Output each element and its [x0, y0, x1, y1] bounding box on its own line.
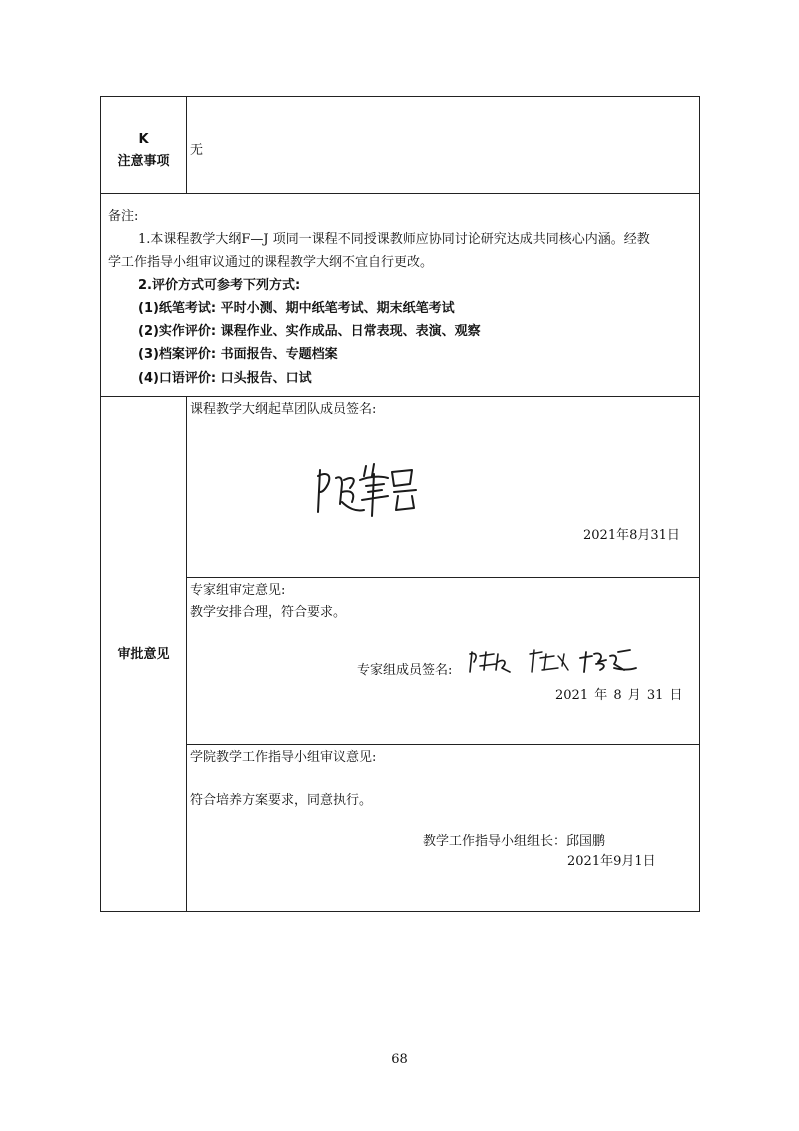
remarks-line1a: 1.本课程教学大纲F—J 项同一课程不同授课教师应协同讨论研究达成共同核心内涵。经教 — [138, 232, 650, 247]
remarks-line2: 2.评价方式可参考下列方式: — [138, 278, 301, 293]
college-title: 学院教学工作指导小组审议意见: — [190, 750, 377, 765]
college-opinion: 符合培养方案要求，同意执行。 — [190, 793, 373, 808]
remarks-item: (1)纸笔考试: 平时小测、期中纸笔考试、期末纸笔考试 — [138, 301, 455, 316]
expert-signatures — [468, 644, 644, 678]
expert-sign-label: 专家组成员签名: — [357, 663, 453, 678]
remarks-line1b: 学工作指导小组审议通过的课程教学大纲不宜自行更改。 — [108, 255, 434, 270]
table-border-right — [699, 96, 700, 912]
table-border-row3 — [186, 577, 700, 578]
remarks-item: (3)档案评价: 书面报告、专题档案 — [138, 347, 338, 362]
remarks-item: (4)口语评价: 口头报告、口试 — [138, 371, 312, 386]
drafting-signature — [312, 458, 424, 522]
table-border-row1 — [100, 193, 700, 194]
remarks-heading: 备注: — [108, 209, 139, 224]
table-divider-k — [186, 96, 187, 194]
table-divider-approval — [186, 396, 187, 912]
approval-label: 审批意见 — [117, 647, 170, 662]
table-border-row4 — [186, 744, 700, 745]
college-date: 2021年9月1日 — [567, 854, 656, 869]
table-border-top — [100, 96, 700, 97]
drafting-title: 课程教学大纲起草团队成员签名: — [190, 402, 377, 417]
expert-date: 2021 年 8 月 31 日 — [555, 688, 683, 703]
row-k-label: 注意事项 — [117, 154, 170, 169]
table-border-row2 — [100, 396, 700, 397]
table-border-left — [100, 96, 101, 912]
remarks-item: (2)实作评价: 课程作业、实作成品、日常表现、表演、观察 — [138, 324, 481, 339]
expert-opinion: 教学安排合理，符合要求。 — [190, 605, 347, 620]
page-number: 68 — [391, 1052, 408, 1067]
row-k-code: K — [138, 132, 149, 147]
table-border-bottom — [100, 911, 700, 912]
drafting-date: 2021年8月31日 — [583, 528, 680, 543]
expert-title: 专家组审定意见: — [190, 583, 286, 598]
college-leader: 教学工作指导小组组长：邱国鹏 — [423, 834, 606, 849]
row-k-content: 无 — [190, 143, 204, 158]
